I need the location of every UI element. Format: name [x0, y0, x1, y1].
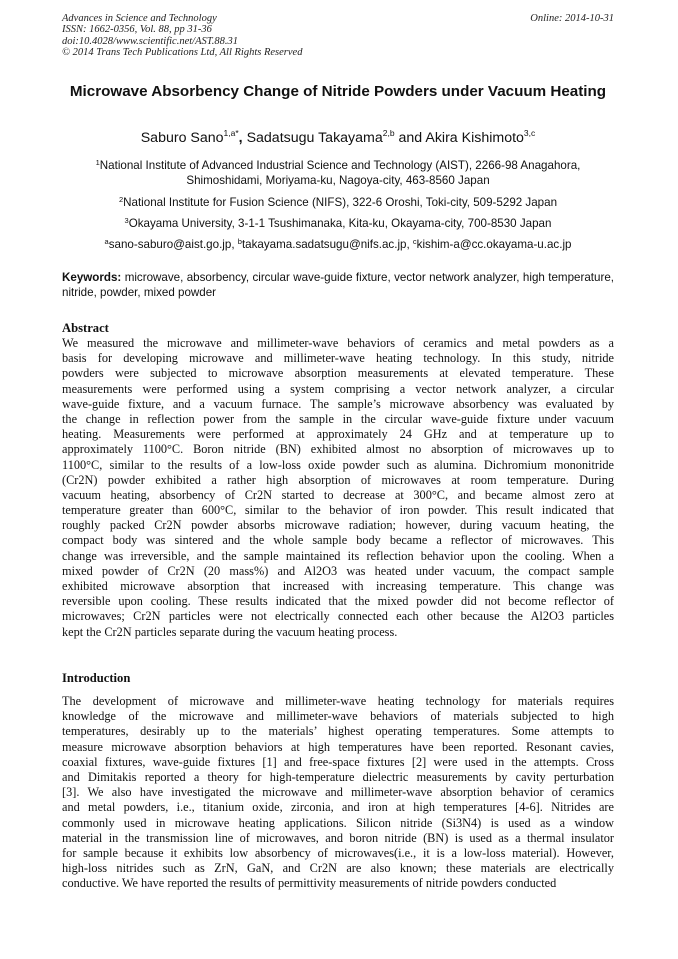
abstract-line: basis for developing microwave and millimeter-wave heating technology. In this study, nitride — [62, 351, 614, 366]
author-emails — [62, 237, 614, 252]
abstract-line: approximately 1100°C. Boron nitride (BN) exhibited almost no absorption of microwaves up to — [62, 442, 614, 457]
abstract-line: reversible upon cooling. These results indicated that the mixed powder did not become reflector of — [62, 594, 614, 609]
affiliation-text: Okayama University, 3-1-1 Tsushimanaka, Kita-ku, Okayama-city, 700-8530 Japan — [128, 217, 552, 230]
journal-header — [62, 13, 302, 58]
author-affiliation-mark: 2,b — [382, 128, 395, 138]
introduction-line: coaxial fixtures, wave-guide fixtures [1] and free-space fixtures [2] were used in the attempts. Cross — [62, 754, 614, 769]
abstract-line: wave-guide fixture, and a vacuum furnace. The sample’s microwave absorbency was evaluated by — [62, 396, 614, 411]
issn-line: ISSN: 1662-0356, Vol. 88, pp 31-36 — [62, 24, 212, 36]
author-name: Akira Kishimoto — [425, 130, 524, 146]
copyright-line: © 2014 Trans Tech Publications Ltd, All Rights Reserved — [62, 46, 303, 58]
email-link[interactable]: takayama.sadatsugu@nifs.ac.jp, — [241, 238, 413, 251]
author-name: Sadatsugu Takayama — [246, 130, 383, 146]
introduction-line: and Dimitakis reported a theory for high-temperature dielectric measurements by cavity perturbation — [62, 769, 614, 784]
paper-title: Microwave Absorbency Change of Nitride Powders under Vacuum Heating — [69, 83, 607, 100]
abstract-line: mixed powder of Cr2N (20 mass%) and Al2O3 was heated under vacuum, the compact sample — [62, 563, 614, 578]
abstract-body — [62, 336, 614, 640]
abstract-line: vacuum heating, absorbency of Cr2N started to decrease at 300°C, and became almost zero at — [62, 487, 614, 502]
affiliation-mark: 1 — [95, 158, 100, 167]
introduction-body — [62, 694, 614, 891]
abstract-line: measurements were performed using a system comprising a vector network analyzer, a circular — [62, 381, 614, 396]
keywords-text: microwave, absorbency, circular wave-guide fixture, vector network analyzer, high temperature, nitride, powder, mixed powder — [62, 271, 614, 299]
abstract-line: change was irreversible, and the sample maintained its reflection behavior upon the cooling. When a — [62, 548, 614, 563]
introduction-line: temperatures, desirably up to the materials’ highest operating temperatures. Some attempts to — [62, 724, 614, 739]
email-mark: b — [237, 237, 242, 246]
abstract-line: exhibited microwave absorption that increased with increasing temperature. This change was — [62, 579, 614, 593]
email-mark: a — [104, 237, 109, 246]
introduction-line: commonly used in microwave heating applications. Silicon nitride (Si3N4) is used as a window — [62, 815, 614, 830]
abstract-line: 1100°C, similar to the results of a low-loss oxide powder such as alumina. Dichromium mononitride — [62, 457, 614, 472]
introduction-line: conductive. We have reported the results of permittivity measurements of nitride powders conducted — [62, 876, 557, 891]
affiliation-2 — [62, 195, 614, 210]
introduction-line: for sample because it exhibits low absorbency of microwaves(i.e., it is a low-loss material). However, — [62, 845, 614, 860]
keywords — [62, 270, 614, 300]
abstract-line: the change in reflection power from the sample in the circular wave-guide fixture under vacuum — [62, 411, 614, 426]
abstract-heading: Abstract — [62, 321, 109, 335]
introduction-line: [3]. We also have investigated the microwave and millimeter-wave absorption behavior of ceramics — [62, 785, 614, 800]
abstract-line: kept the Cr2N particles separate during the vacuum heating process. — [62, 624, 398, 639]
introduction-heading: Introduction — [62, 671, 131, 685]
email-link[interactable]: sano-saburo@aist.go.jp, — [108, 238, 238, 251]
keywords-label: Keywords: — [62, 271, 122, 284]
introduction-line: measure microwave absorption behaviors at high temperatures have been reported. Resonant cavies, — [62, 739, 614, 754]
author-list — [62, 129, 614, 147]
abstract-line: compact body was sintered and the whole sample body became a reflector of microwaves. This — [62, 533, 614, 548]
author-name: Saburo Sano — [140, 130, 224, 146]
affiliation-text: National Institute for Fusion Science (NIFS), 322-6 Oroshi, Toki-city, 509-5292 Japan — [123, 196, 558, 209]
abstract-line: heating. Measurements were performed at approximately 24 GHz and at temperature up to — [62, 427, 614, 442]
introduction-line: The development of microwave and millimeter-wave heating technology for materials requires — [62, 694, 614, 708]
author-affiliation-mark: 3,c — [523, 128, 536, 138]
abstract-line: microwaves; Cr2N particles were not electrically connected each other because the Al2O3 particles — [62, 609, 614, 624]
journal-name: Advances in Science and Technology — [62, 13, 217, 24]
online-date: Online: 2014-10-31 — [530, 13, 614, 24]
introduction-line: and metal powders, i.e., titanium oxide, zirconia, and iron at high temperatures [4-6]. Nitrides are — [62, 800, 614, 815]
abstract-line: (Cr2N) powder exhibited a rather high absorption of microwaves at room temperature. During — [62, 472, 614, 487]
affiliation-3 — [62, 216, 614, 231]
affiliation-1 — [62, 158, 614, 188]
affiliation-text: National Institute of Advanced Industrial Science and Technology (AIST), 2266-98 Anagahora, Shimoshidami, Moriyama-ku, Nagoya-city, 463-8560 Japan — [99, 159, 581, 187]
email-mark: c — [412, 237, 417, 246]
introduction-line: high-loss nitrides such as ZrN, GaN, and Cr2N are also known; these materials are electrically — [62, 861, 614, 876]
abstract-line: We measured the microwave and millimeter-wave behaviors of ceramics and metal powders as a — [62, 336, 614, 350]
author-separator: , — [238, 130, 247, 146]
author-affiliation-mark: 1,a* — [223, 128, 239, 138]
affiliation-mark: 2 — [118, 195, 124, 204]
abstract-line: temperature greater than 600°C, similar to the behavior of iron powder. This result indicated that — [62, 503, 614, 518]
email-link[interactable]: kishim-a@cc.okayama-u.ac.jp — [416, 238, 572, 251]
abstract-line: powders were subjected to microwave absorption measurements at elevated temperature. These — [62, 366, 614, 381]
affiliation-mark: 3 — [124, 216, 129, 225]
author-separator: and — [394, 130, 426, 146]
introduction-line: knowledge of the microwave and millimeter-wave behaviors of materials subjected to high — [62, 709, 614, 724]
doi-line: doi:10.4028/www.scientific.net/AST.88.31 — [62, 35, 239, 47]
abstract-line: roughly packed Cr2N powder absorbs microwave radiation; however, during vacuum heating, the — [62, 518, 614, 533]
introduction-line: material in the transmission line of microwaves, and boron nitride (BN) is used as a thermal insulator — [62, 830, 614, 845]
